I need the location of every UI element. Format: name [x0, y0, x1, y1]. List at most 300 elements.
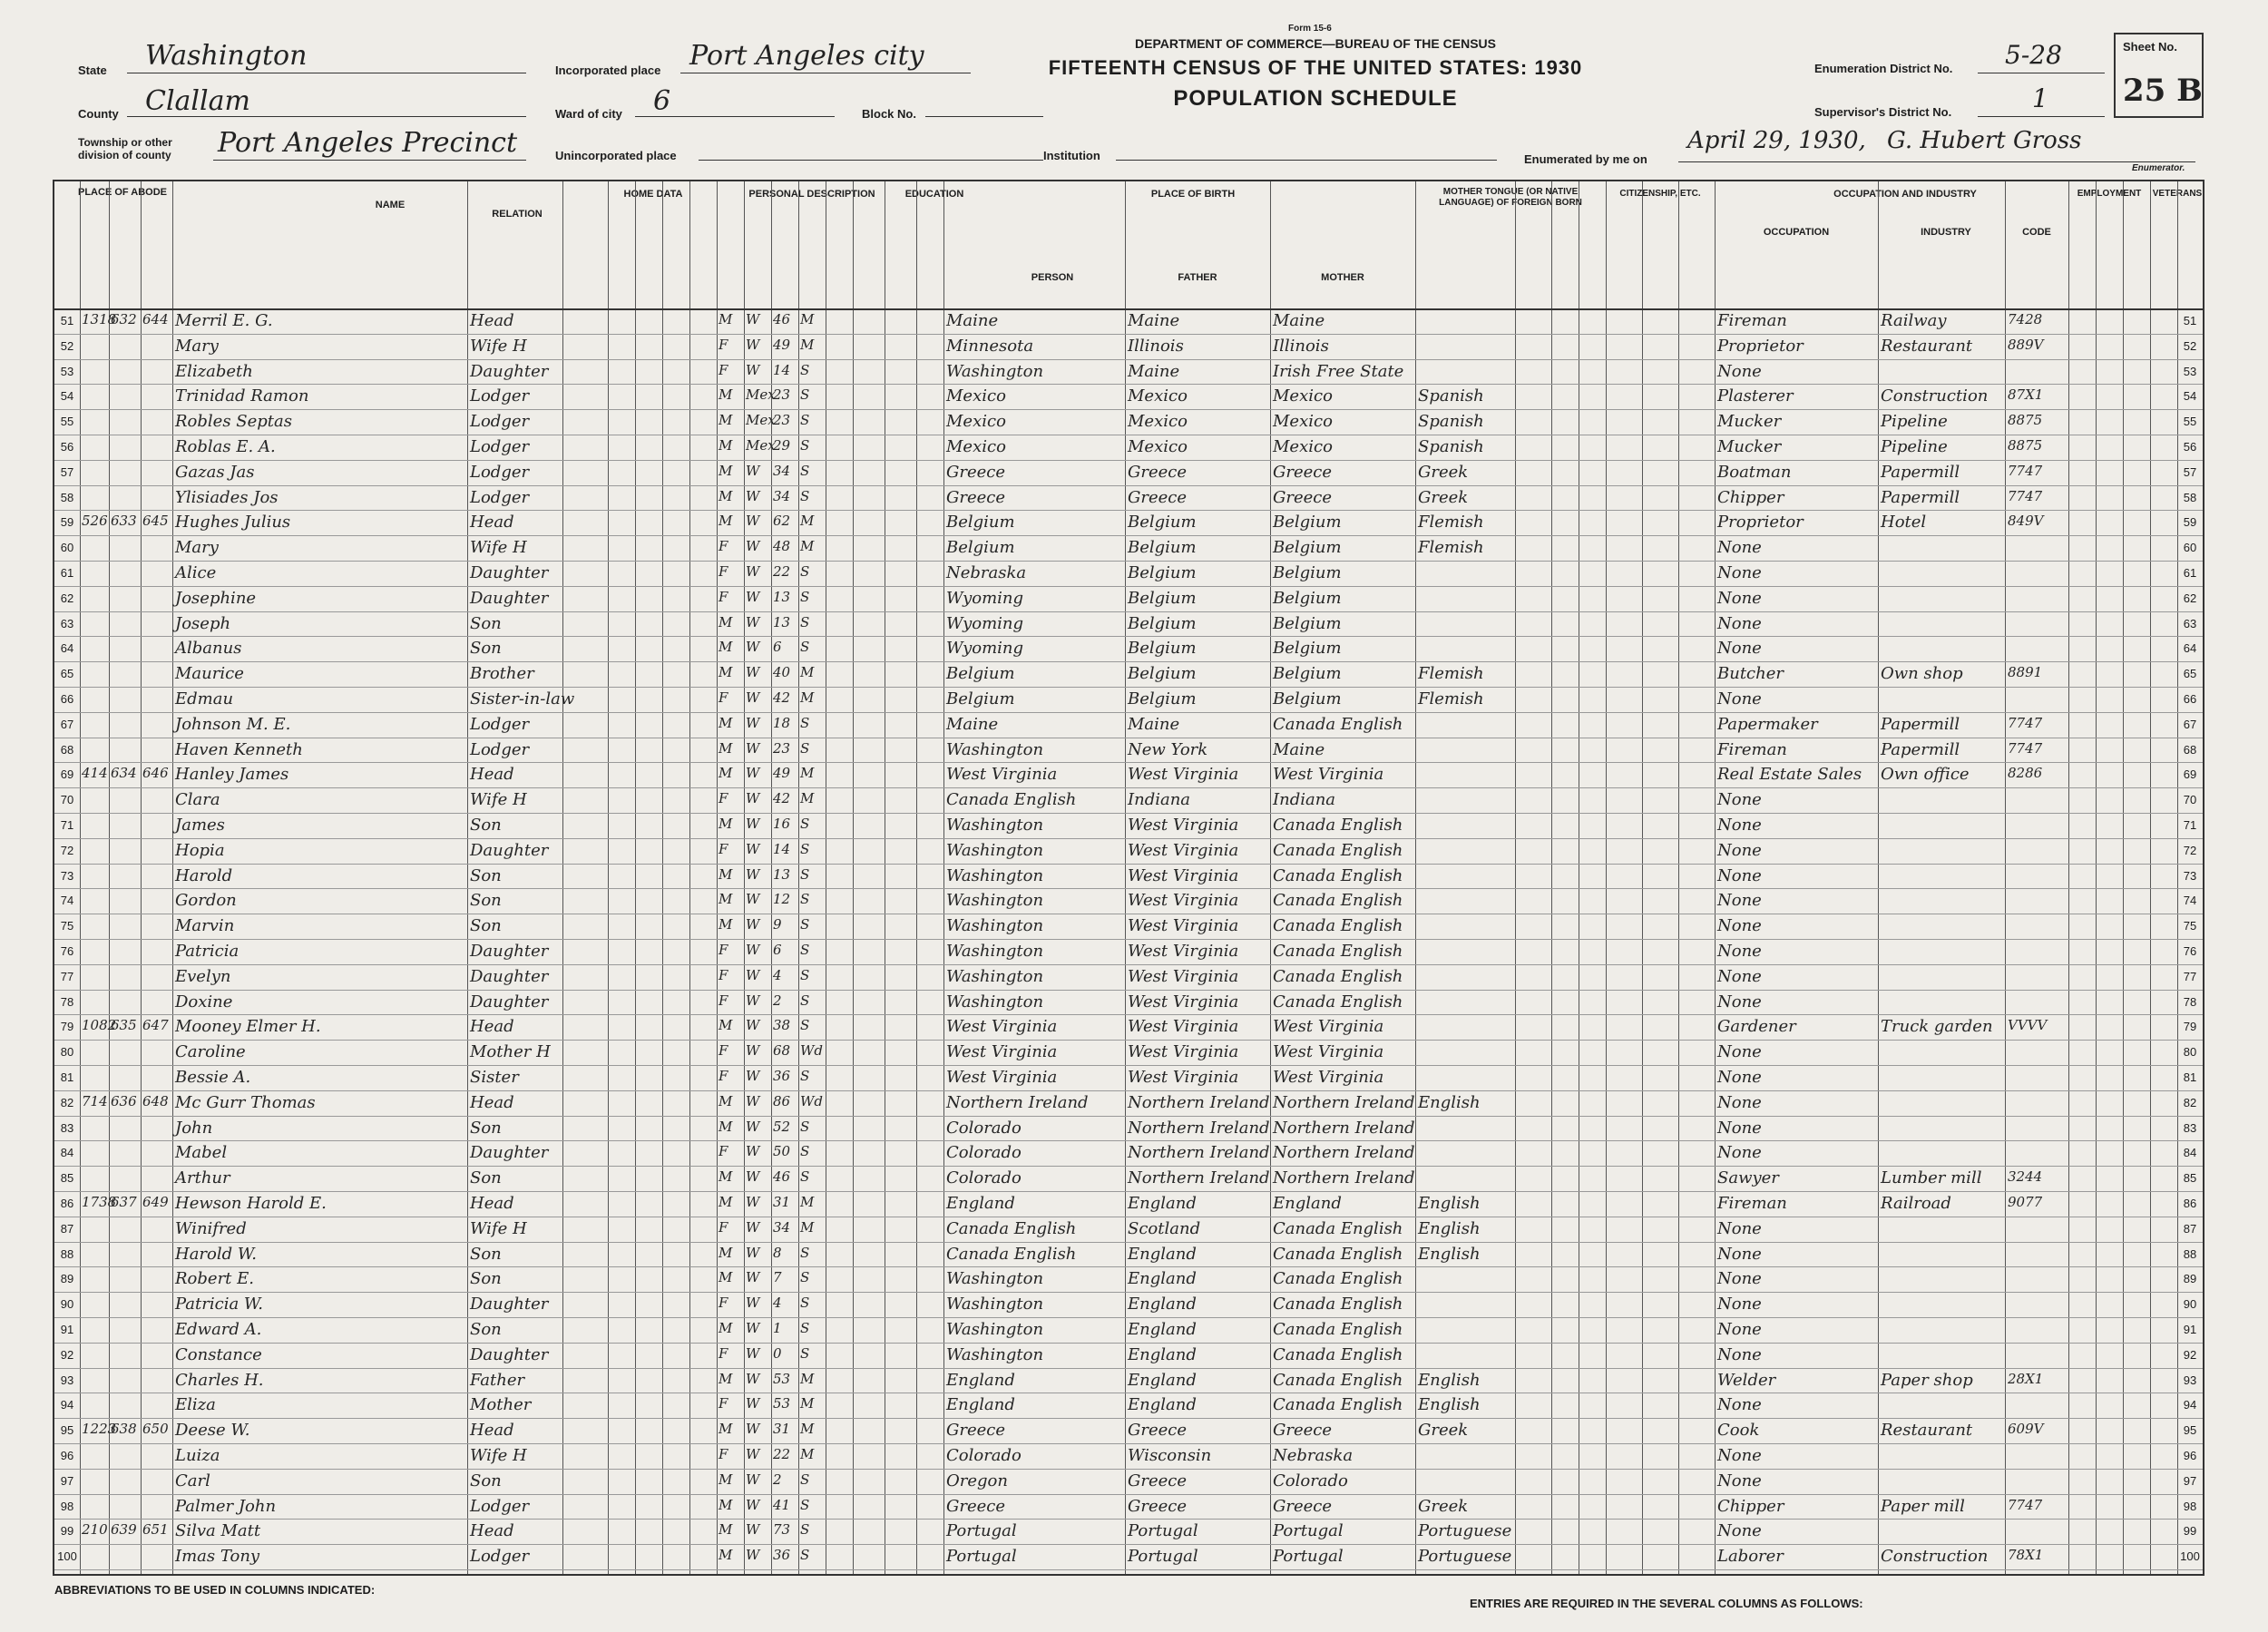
- cell-fpob: Northern Ireland: [1128, 1092, 1270, 1112]
- cell-dw: 1318: [82, 311, 117, 327]
- cell-rel: Wife H: [470, 336, 527, 356]
- cell-ind: Truck garden: [1881, 1017, 1993, 1037]
- row-number: 91: [60, 1323, 74, 1336]
- cell-occ: None: [1717, 816, 1762, 835]
- cell-code: 609V: [2008, 1421, 2044, 1438]
- cell-fpob: England: [1128, 1395, 1197, 1415]
- row-number: 86: [2183, 1197, 2197, 1210]
- cell-pob: Greece: [946, 1496, 1006, 1516]
- row-number: 77: [60, 969, 74, 983]
- row-number: 52: [60, 338, 74, 353]
- cell-name: Hanley James: [175, 765, 289, 785]
- cell-race: W: [746, 1143, 760, 1160]
- cell-tongue: Flemish: [1418, 664, 1484, 684]
- sheet-value: 25 B: [2123, 73, 2203, 109]
- cell-sex: F: [719, 588, 728, 605]
- township-value: Port Angeles Precinct: [218, 127, 518, 159]
- cell-name: Harold: [175, 865, 233, 885]
- cell-race: W: [746, 361, 760, 378]
- incorporated-value: Port Angeles city: [689, 40, 924, 72]
- row-number: 82: [60, 1095, 74, 1109]
- row-number: 75: [2183, 919, 2197, 933]
- row-number: 79: [60, 1020, 74, 1034]
- cell-fam: 634: [111, 765, 137, 782]
- cell-mar: S: [800, 1320, 810, 1336]
- cell-mpob: Canada English: [1273, 1370, 1403, 1390]
- county-value: Clallam: [145, 85, 250, 117]
- cell-fpob: Mexico: [1128, 412, 1188, 432]
- cell-fpob: West Virginia: [1128, 916, 1239, 936]
- cell-pob: Greece: [946, 462, 1006, 482]
- cell-pob: Colorado: [946, 1118, 1022, 1138]
- cell-mar: S: [800, 1521, 810, 1539]
- cell-mar: S: [800, 1496, 810, 1513]
- row-number: 76: [60, 944, 74, 958]
- row-number: 87: [60, 1221, 74, 1236]
- cell-age: 13: [773, 865, 791, 883]
- cell-fpob: Northern Ireland: [1128, 1118, 1270, 1138]
- cell-ind: Restaurant: [1881, 336, 1973, 356]
- cell-mpob: Canada English: [1273, 916, 1403, 936]
- cell-fpob: Maine: [1128, 714, 1180, 734]
- cell-mpob: Indiana: [1273, 790, 1336, 810]
- cell-rel: Mother H: [470, 1042, 551, 1062]
- row-number: 83: [60, 1120, 74, 1135]
- cell-name: Eliza: [175, 1395, 216, 1415]
- cell-rel: Wife H: [470, 1446, 527, 1465]
- incorporated-label: Incorporated place: [555, 64, 661, 77]
- cell-mar: S: [800, 1068, 810, 1084]
- row-number: 52: [2183, 338, 2197, 353]
- cell-sex: M: [719, 1244, 733, 1261]
- cell-mpob: Mexico: [1273, 386, 1333, 406]
- cell-fam: 633: [111, 513, 137, 530]
- cell-mar: S: [800, 1269, 810, 1286]
- cell-sex: F: [719, 538, 728, 555]
- cell-code: 7747: [2008, 739, 2043, 757]
- cell-mpob: Canada English: [1273, 942, 1403, 961]
- cell-occ: None: [1717, 1218, 1762, 1238]
- cell-race: W: [746, 916, 760, 933]
- cell-rel: Lodger: [470, 1496, 530, 1516]
- cell-mar: S: [800, 816, 810, 832]
- cell-ind: Paper mill: [1881, 1496, 1965, 1516]
- cell-tongue: Greek: [1418, 1496, 1469, 1516]
- row-number: 55: [2183, 415, 2197, 429]
- row-number: 87: [2183, 1221, 2197, 1236]
- cell-occ: None: [1717, 1118, 1762, 1138]
- cell-age: 23: [773, 739, 791, 757]
- cell-mpob: Belgium: [1273, 664, 1342, 684]
- cell-race: W: [746, 840, 760, 857]
- cell-name: Josephine: [175, 588, 257, 608]
- cell-occ: None: [1717, 916, 1762, 936]
- cell-occ: None: [1717, 840, 1762, 860]
- cell-mpob: Canada English: [1273, 1218, 1403, 1238]
- cell-age: 8: [773, 1244, 782, 1261]
- cell-name: Hewson Harold E.: [175, 1194, 327, 1213]
- cell-race: W: [746, 714, 760, 731]
- cell-mar: S: [800, 588, 810, 605]
- col-mother: MOTHER: [1321, 272, 1364, 283]
- cell-mar: M: [800, 765, 815, 782]
- cell-pob: Nebraska: [946, 563, 1027, 582]
- cell-occ: Proprietor: [1717, 336, 1804, 356]
- cell-rel: Son: [470, 1118, 502, 1138]
- cell-race: W: [746, 1269, 760, 1286]
- cell-race: W: [746, 1421, 760, 1438]
- cell-fpob: Greece: [1128, 1496, 1188, 1516]
- cell-dw: 526: [82, 513, 108, 530]
- row-number: 79: [2183, 1020, 2197, 1034]
- cell-race: W: [746, 992, 760, 1009]
- cell-occ: Boatman: [1717, 462, 1792, 482]
- cell-sex: F: [719, 563, 728, 580]
- cell-fpob: England: [1128, 1295, 1197, 1314]
- row-number: 74: [2183, 894, 2197, 908]
- cell-tongue: Portuguese: [1418, 1547, 1512, 1567]
- cell-race: W: [746, 1344, 760, 1362]
- cell-ind: Construction: [1881, 1547, 1989, 1567]
- cell-age: 62: [773, 513, 791, 530]
- cell-name: Ylisiades Jos: [175, 487, 279, 507]
- cell-rel: Head: [470, 513, 514, 533]
- cell-mpob: West Virginia: [1273, 1017, 1384, 1037]
- cell-sex: F: [719, 942, 728, 958]
- cell-name: Silva Matt: [175, 1521, 261, 1541]
- cell-rel: Son: [470, 639, 502, 659]
- cell-mpob: Canada English: [1273, 891, 1403, 911]
- enum-district-label: Enumeration District No.: [1814, 62, 1953, 75]
- cell-name: John: [175, 1118, 213, 1138]
- col-mother-tongue: MOTHER TONGUE (OR NATIVE LANGUAGE) OF FOREIGN BORN: [1439, 187, 1582, 208]
- cell-sex: F: [719, 1395, 728, 1412]
- cell-fpob: Wisconsin: [1128, 1446, 1212, 1465]
- cell-sex: F: [719, 1218, 728, 1236]
- row-number: 85: [2183, 1171, 2197, 1186]
- row-number: 93: [60, 1373, 74, 1387]
- cell-tongue: Greek: [1418, 487, 1469, 507]
- cell-sex: M: [719, 513, 733, 530]
- cell-race: W: [746, 1496, 760, 1513]
- cell-age: 36: [773, 1547, 791, 1564]
- cell-name: Albanus: [175, 639, 242, 659]
- cell-occ: None: [1717, 1471, 1762, 1490]
- cell-fpob: Portugal: [1128, 1547, 1198, 1567]
- cell-pob: West Virginia: [946, 1017, 1058, 1037]
- row-number: 59: [2183, 515, 2197, 530]
- cell-ind: Hotel: [1881, 513, 1927, 533]
- cell-occ: Welder: [1717, 1370, 1776, 1390]
- cell-mar: M: [800, 513, 815, 530]
- row-number: 96: [60, 1449, 74, 1462]
- cell-age: 13: [773, 588, 791, 605]
- row-number: 81: [2183, 1070, 2197, 1084]
- cell-occ: Proprietor: [1717, 513, 1804, 533]
- row-number: 97: [2183, 1473, 2197, 1488]
- row-number: 81: [60, 1070, 74, 1084]
- cell-tongue: English: [1418, 1092, 1481, 1112]
- cell-race: W: [746, 588, 760, 605]
- cell-age: 34: [773, 462, 791, 479]
- enumerated-label: Enumerated by me on: [1524, 152, 1647, 166]
- cell-sex: M: [719, 311, 733, 327]
- col-code: CODE: [2022, 227, 2051, 238]
- supervisor-label: Supervisor's District No.: [1814, 105, 1952, 119]
- cell-fpob: Belgium: [1128, 664, 1197, 684]
- row-number: 75: [60, 919, 74, 933]
- cell-name: Trinidad Ramon: [175, 386, 309, 406]
- cell-pob: Washington: [946, 865, 1044, 885]
- cell-tongue: Flemish: [1418, 538, 1484, 558]
- cell-mpob: Canada English: [1273, 1395, 1403, 1415]
- cell-age: 31: [773, 1421, 791, 1438]
- cell-code: 8875: [2008, 437, 2043, 454]
- cell-occ: None: [1717, 966, 1762, 986]
- row-number: 90: [60, 1297, 74, 1312]
- cell-name: Joseph: [175, 613, 231, 633]
- cell-fpob: New York: [1128, 739, 1208, 759]
- cell-pob: Wyoming: [946, 639, 1024, 659]
- cell-occ: None: [1717, 865, 1762, 885]
- cell-rel: Lodger: [470, 1547, 530, 1567]
- cell-mar: M: [800, 689, 815, 706]
- cell-race: W: [746, 790, 760, 807]
- row-number: 94: [2183, 1398, 2197, 1412]
- cell-rel: Lodger: [470, 714, 530, 734]
- cell-name: Patricia: [175, 942, 240, 961]
- row-number: 100: [57, 1549, 77, 1564]
- cell-rel: Head: [470, 1521, 514, 1541]
- cell-fpob: Mexico: [1128, 437, 1188, 456]
- cell-sex: F: [719, 689, 728, 706]
- cell-fam: 636: [111, 1092, 137, 1109]
- cell-sex: M: [719, 1168, 733, 1186]
- cell-mpob: Belgium: [1273, 613, 1342, 633]
- cell-age: 0: [773, 1344, 782, 1362]
- row-number: 51: [2183, 314, 2197, 327]
- cell-code: 7747: [2008, 714, 2043, 731]
- cell-fpob: Belgium: [1128, 613, 1197, 633]
- cell-age: 53: [773, 1395, 791, 1412]
- cell-occ: Chipper: [1717, 487, 1784, 507]
- row-number: 99: [60, 1524, 74, 1539]
- cell-mpob: Belgium: [1273, 563, 1342, 582]
- cell-rel: Brother: [470, 664, 534, 684]
- row-number: 89: [60, 1272, 74, 1286]
- row-number: 66: [2183, 692, 2197, 706]
- cell-pob: Minnesota: [946, 336, 1034, 356]
- col-occupation-industry: OCCUPATION AND INDUSTRY: [1833, 189, 1977, 200]
- cell-code: 889V: [2008, 336, 2044, 353]
- col-place-of-abode: PLACE OF ABODE: [78, 187, 167, 198]
- cell-rel: Son: [470, 865, 502, 885]
- cell-ind: Own office: [1881, 765, 1970, 785]
- enum-district-value: 5-28: [2005, 40, 2062, 70]
- cell-fpob: England: [1128, 1370, 1197, 1390]
- cell-mpob: Belgium: [1273, 639, 1342, 659]
- cell-sex: F: [719, 1068, 728, 1084]
- cell-age: 14: [773, 361, 791, 378]
- cell-sex: M: [719, 765, 733, 782]
- cell-race: W: [746, 891, 760, 908]
- cell-ind: Papermill: [1881, 714, 1960, 734]
- cell-rel: Daughter: [470, 942, 549, 961]
- row-number: 80: [60, 1045, 74, 1060]
- cell-tongue: Flemish: [1418, 689, 1484, 709]
- cell-mpob: Illinois: [1273, 336, 1329, 356]
- cell-num: 644: [142, 311, 169, 327]
- row-number: 56: [60, 440, 74, 454]
- cell-pob: Washington: [946, 992, 1044, 1011]
- row-number: 80: [2183, 1045, 2197, 1060]
- row-number: 82: [2183, 1095, 2197, 1109]
- row-number: 94: [60, 1398, 74, 1412]
- row-number: 88: [60, 1246, 74, 1261]
- cell-num: 646: [142, 765, 169, 782]
- col-citizenship: CITIZENSHIP, ETC.: [1619, 189, 1701, 199]
- cell-pob: Canada English: [946, 1218, 1077, 1238]
- cell-age: 14: [773, 840, 791, 857]
- cell-name: Clara: [175, 790, 220, 810]
- cell-code: 28X1: [2008, 1370, 2044, 1387]
- cell-ind: Pipeline: [1881, 412, 1948, 432]
- cell-race: W: [746, 1218, 760, 1236]
- cell-name: Robles Septas: [175, 412, 292, 432]
- cell-mpob: Portugal: [1273, 1547, 1344, 1567]
- cell-age: 2: [773, 1471, 782, 1488]
- cell-mpob: Mexico: [1273, 437, 1333, 456]
- cell-occ: None: [1717, 1068, 1762, 1087]
- cell-pob: West Virginia: [946, 1068, 1058, 1087]
- cell-name: James: [175, 816, 225, 835]
- row-number: 70: [60, 793, 74, 807]
- cell-occ: None: [1717, 1446, 1762, 1465]
- cell-pob: Northern Ireland: [946, 1092, 1089, 1112]
- cell-ind: Lumber mill: [1881, 1168, 1982, 1188]
- cell-age: 29: [773, 437, 791, 454]
- cell-mar: M: [800, 1194, 815, 1210]
- census-title: FIFTEENTH CENSUS OF THE UNITED STATES: 1930: [1048, 56, 1583, 79]
- row-number: 63: [2183, 616, 2197, 630]
- population-table: [53, 180, 2204, 1576]
- township-label: Township or other division of county: [78, 136, 172, 161]
- cell-mpob: Greece: [1273, 1496, 1333, 1516]
- cell-race: W: [746, 613, 760, 630]
- cell-rel: Lodger: [470, 386, 530, 406]
- cell-pob: Wyoming: [946, 613, 1024, 633]
- cell-mpob: Maine: [1273, 739, 1325, 759]
- cell-occ: None: [1717, 891, 1762, 911]
- cell-mar: S: [800, 840, 810, 857]
- cell-rel: Son: [470, 1269, 502, 1289]
- cell-age: 48: [773, 538, 791, 555]
- cell-race: W: [746, 1521, 760, 1539]
- cell-race: W: [746, 1471, 760, 1488]
- cell-name: Edward A.: [175, 1320, 262, 1339]
- cell-mpob: England: [1273, 1194, 1342, 1213]
- cell-mar: S: [800, 714, 810, 731]
- cell-sex: M: [719, 386, 733, 404]
- row-number: 66: [60, 692, 74, 706]
- cell-ind: Restaurant: [1881, 1421, 1973, 1441]
- row-number: 92: [2183, 1347, 2197, 1362]
- cell-mpob: Canada English: [1273, 966, 1403, 986]
- cell-pob: Washington: [946, 891, 1044, 911]
- cell-ind: Railway: [1881, 311, 1947, 330]
- cell-mpob: West Virginia: [1273, 1042, 1384, 1062]
- cell-pob: Mexico: [946, 386, 1006, 406]
- row-number: 74: [60, 894, 74, 908]
- sheet-label: Sheet No.: [2123, 40, 2177, 54]
- cell-age: 12: [773, 891, 791, 908]
- form-number: Form 15-6: [1288, 24, 1332, 34]
- cell-occ: Papermaker: [1717, 714, 1818, 734]
- row-number: 57: [2183, 464, 2197, 479]
- cell-pob: Greece: [946, 487, 1006, 507]
- cell-age: 9: [773, 916, 782, 933]
- cell-tongue: English: [1418, 1395, 1481, 1415]
- cell-pob: Portugal: [946, 1521, 1017, 1541]
- cell-name: Gordon: [175, 891, 237, 911]
- cell-sex: M: [719, 1194, 733, 1210]
- row-number: 54: [60, 389, 74, 404]
- cell-fpob: Greece: [1128, 1471, 1188, 1490]
- cell-pob: England: [946, 1194, 1015, 1213]
- cell-name: Gazas Jas: [175, 462, 255, 482]
- cell-race: W: [746, 765, 760, 782]
- cell-name: Marvin: [175, 916, 235, 936]
- row-number: 96: [2183, 1449, 2197, 1462]
- unincorporated-label: Unincorporated place: [555, 149, 677, 162]
- cell-rel: Son: [470, 613, 502, 633]
- cell-rel: Daughter: [470, 588, 549, 608]
- cell-rel: Lodger: [470, 437, 530, 456]
- row-number: 67: [2183, 717, 2197, 731]
- cell-mpob: West Virginia: [1273, 1068, 1384, 1087]
- cell-age: 31: [773, 1194, 791, 1210]
- cell-rel: Sister: [470, 1068, 519, 1087]
- cell-occ: None: [1717, 361, 1762, 381]
- cell-rel: Son: [470, 816, 502, 835]
- cell-race: W: [746, 1446, 760, 1462]
- row-number: 84: [60, 1146, 74, 1160]
- cell-race: W: [746, 1017, 760, 1034]
- cell-sex: F: [719, 1042, 728, 1060]
- cell-race: W: [746, 1042, 760, 1060]
- cell-mpob: Belgium: [1273, 538, 1342, 558]
- cell-name: Maurice: [175, 664, 244, 684]
- cell-age: 7: [773, 1269, 782, 1286]
- row-number: 53: [60, 364, 74, 378]
- col-occupation: OCCUPATION: [1763, 227, 1830, 238]
- cell-age: 49: [773, 336, 791, 353]
- cell-mpob: West Virginia: [1273, 765, 1384, 785]
- cell-rel: Lodger: [470, 462, 530, 482]
- cell-sex: M: [719, 1421, 733, 1438]
- cell-name: Mooney Elmer H.: [175, 1017, 321, 1037]
- cell-name: Mc Gurr Thomas: [175, 1092, 316, 1112]
- cell-mpob: Mexico: [1273, 412, 1333, 432]
- row-number: 58: [60, 490, 74, 504]
- department-title: DEPARTMENT OF COMMERCE—BUREAU OF THE CENSUS: [1135, 36, 1496, 51]
- block-label: Block No.: [862, 107, 916, 121]
- cell-name: Mary: [175, 336, 219, 356]
- cell-pob: Colorado: [946, 1168, 1022, 1188]
- cell-fpob: Maine: [1128, 361, 1180, 381]
- cell-code: 849V: [2008, 513, 2044, 530]
- cell-age: 34: [773, 487, 791, 504]
